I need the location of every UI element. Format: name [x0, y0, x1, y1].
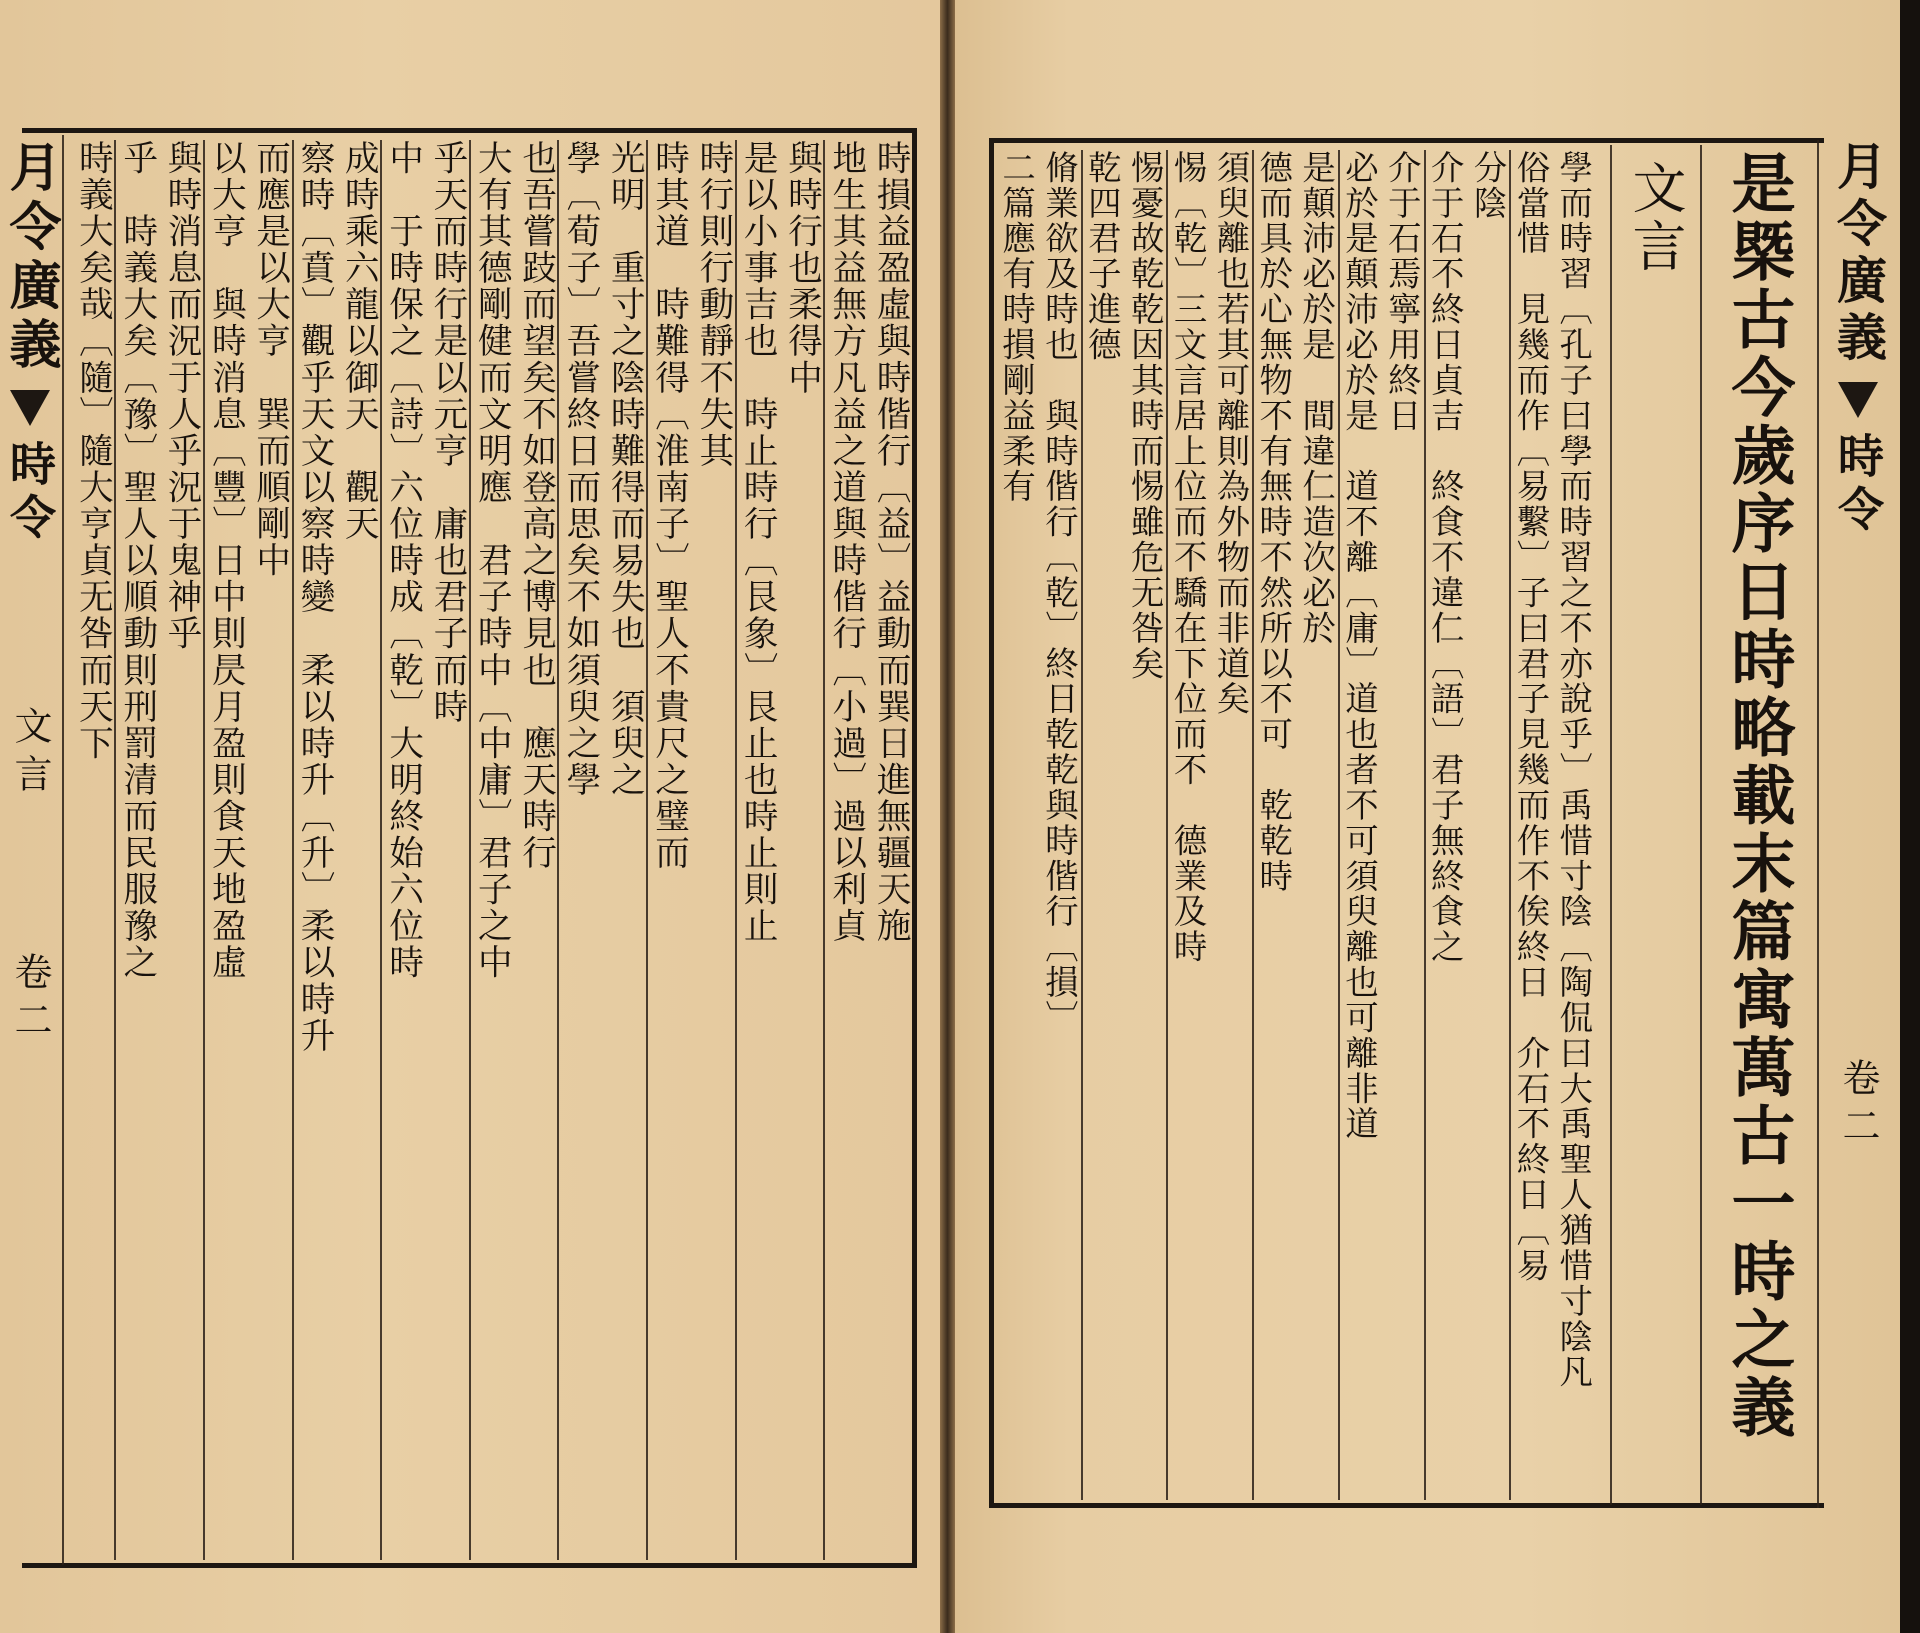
left-column-text: 成時乘六龍以御天 觀天 [338, 140, 379, 543]
left-column [823, 140, 867, 1560]
left-column [336, 140, 380, 1560]
right-margin-title: 月令廣義 [1829, 140, 1888, 368]
subheading-column [1615, 160, 1695, 276]
right-text-columns [995, 150, 1595, 1500]
margin-divider-right [1817, 140, 1819, 1508]
left-column [247, 140, 291, 1560]
left-column-text: 也吾嘗跂而望矣不如登高之博見也 應天時行 [515, 140, 556, 872]
left-column-text: 時其道 時難得〔淮南子〕聖人不貴尺之璧而 [648, 140, 689, 872]
fishtail-mark [10, 390, 50, 426]
margin-volume: 卷二 [8, 952, 52, 1048]
left-column-rule [292, 140, 294, 1560]
left-margin-strip [0, 140, 60, 1560]
left-column [690, 140, 734, 1560]
left-column [203, 140, 247, 1560]
margin-section: 時令 [3, 440, 57, 546]
left-column-rule [114, 140, 116, 1560]
right-column-text: 二篇應有時損剛益柔有 [997, 150, 1037, 505]
left-column [602, 140, 646, 1560]
right-column-text: 分陰 [1468, 150, 1508, 221]
left-column-rule [823, 140, 825, 1560]
right-column-rule [1252, 150, 1254, 1500]
right-margin-volume: 卷二 [1836, 1058, 1880, 1154]
right-column-text: 須臾離也若其可離則為外物而非道矣 [1211, 150, 1251, 717]
right-column-rule [1338, 150, 1340, 1500]
right-column [995, 150, 1038, 1500]
left-column [425, 140, 469, 1560]
left-column-text: 中 于時保之〔詩〕六位時成〔乾〕大明終始六位時 [382, 140, 423, 981]
left-column-rule [203, 140, 205, 1560]
left-column-text: 大有其德剛健而文明應 君子時中〔中庸〕君子之中 [471, 140, 512, 981]
left-column [159, 140, 203, 1560]
right-column-text: 脩業欲及時也 與時偕行〔乾〕終日乾乾與時偕行〔損〕 [1039, 150, 1079, 1036]
right-column [1124, 150, 1167, 1500]
right-column-text: 乾四君子進德 [1082, 150, 1122, 363]
right-column [1552, 150, 1595, 1500]
right-column-rule [1081, 150, 1083, 1500]
left-column-rule [380, 140, 382, 1560]
left-column-text: 察時〔賁〕觀乎天文以察時變 柔以時升〔升〕柔以時升 [294, 140, 335, 1054]
margin-title: 月令廣義 [0, 140, 61, 376]
margin-heading: 文言 [8, 706, 52, 802]
right-column-text: 介于石焉寧用終日 [1382, 150, 1422, 434]
left-column-text: 乎 時義大矣〔豫〕聖人以順動則刑罰清而民服豫之 [116, 140, 157, 981]
right-column-text: 必於是顛沛必於是 道不離〔庸〕道也者不可須臾離也可離非道 [1339, 150, 1379, 1142]
left-column-text: 與時消息而況于人乎況于鬼神乎 [161, 140, 202, 652]
left-column-text: 時行則行動靜不失其 [692, 140, 733, 470]
heading: 是槩古今歲序日時略載末篇寓萬古一時之義 [1720, 150, 1796, 1442]
right-page [955, 0, 1900, 1633]
left-column [868, 140, 912, 1560]
left-column-text: 與時行也柔得中 [781, 140, 822, 396]
left-column [380, 140, 424, 1560]
left-column-text: 時義大矣哉〔隨〕隨大亨貞无咎而天下 [72, 140, 113, 762]
right-column [1381, 150, 1424, 1500]
right-column-rule [1166, 150, 1168, 1500]
subheading: 文言 [1624, 160, 1687, 276]
left-column-text: 學〔荀子〕吾嘗終日而思矣不如須臾之學 [559, 140, 600, 799]
right-margin-section: 時令 [1831, 432, 1885, 538]
left-column [114, 140, 158, 1560]
right-column-text: 惕憂故乾乾因其時而惕雖危无咎矣 [1125, 150, 1165, 682]
subheading-divider-left [1610, 145, 1612, 1505]
left-column-text: 以大亨 與時消息〔豐〕日中則昃月盈則食天地盈虛 [205, 140, 246, 981]
left-column-text: 乎天而時行是以元亨 庸也君子而時 [426, 140, 467, 725]
left-column-rule [735, 140, 737, 1560]
right-column [1424, 150, 1467, 1500]
left-column [70, 140, 114, 1560]
left-column-rule [646, 140, 648, 1560]
left-column [469, 140, 513, 1560]
margin-divider [62, 135, 64, 1565]
left-column-text: 光明 重寸之陰時難得而易失也 須臾之 [604, 140, 645, 799]
left-column-text: 地生其益無方凡益之道與時偕行〔小過〕過以利貞 [825, 140, 866, 945]
right-column [1166, 150, 1209, 1500]
left-column [513, 140, 557, 1560]
right-column-text: 俗當惜 見幾而作〔易繫〕子曰君子見幾而作不俟終日 介石不終日〔易 [1511, 150, 1551, 1284]
right-column-text: 惕〔乾〕三文言居上位而不驕在下位而不 德業及時 [1168, 150, 1208, 965]
left-column-text: 而應是以大亨 巽而順剛中 [249, 140, 290, 579]
left-column [646, 140, 690, 1560]
right-column-text: 德而具於心無物不有無時不然所以不可 乾乾時 [1254, 150, 1294, 894]
right-column [1295, 150, 1338, 1500]
right-column [1466, 150, 1509, 1500]
right-margin-strip [1823, 140, 1893, 1540]
heading-column [1705, 150, 1810, 1442]
right-column-text: 是顛沛必於是 間違仁造次必於 [1297, 150, 1337, 646]
left-column [779, 140, 823, 1560]
left-column [557, 140, 601, 1560]
left-column-rule [469, 140, 471, 1560]
right-column [1038, 150, 1081, 1500]
right-column [1081, 150, 1124, 1500]
book-gutter [940, 0, 955, 1633]
left-column-rule [557, 140, 559, 1560]
left-column-text: 是以小事吉也 時止時行〔艮象〕艮止也時止則止 [737, 140, 778, 945]
left-text-columns [70, 140, 912, 1560]
subheading-divider-right [1700, 145, 1702, 1505]
right-column [1252, 150, 1295, 1500]
right-column [1509, 150, 1552, 1500]
left-page [0, 0, 940, 1633]
right-fishtail-mark [1838, 382, 1878, 418]
right-column-rule [1424, 150, 1426, 1500]
left-column [292, 140, 336, 1560]
right-column-text: 介于石不終日貞吉 終食不違仁〔語〕君子無終食之 [1425, 150, 1465, 965]
right-column [1338, 150, 1381, 1500]
right-column-rule [1509, 150, 1511, 1500]
left-page-top-rule [22, 128, 917, 133]
left-column [735, 140, 779, 1560]
left-column-text: 時損益盈虛與時偕行〔益〕益動而巽日進無疆天施 [870, 140, 911, 945]
right-column-text: 學而時習〔孔子曰學而時習之不亦說乎〕禹惜寸陰〔陶侃曰大禹聖人猶惜寸陰凡 [1554, 150, 1594, 1390]
right-column [1209, 150, 1252, 1500]
